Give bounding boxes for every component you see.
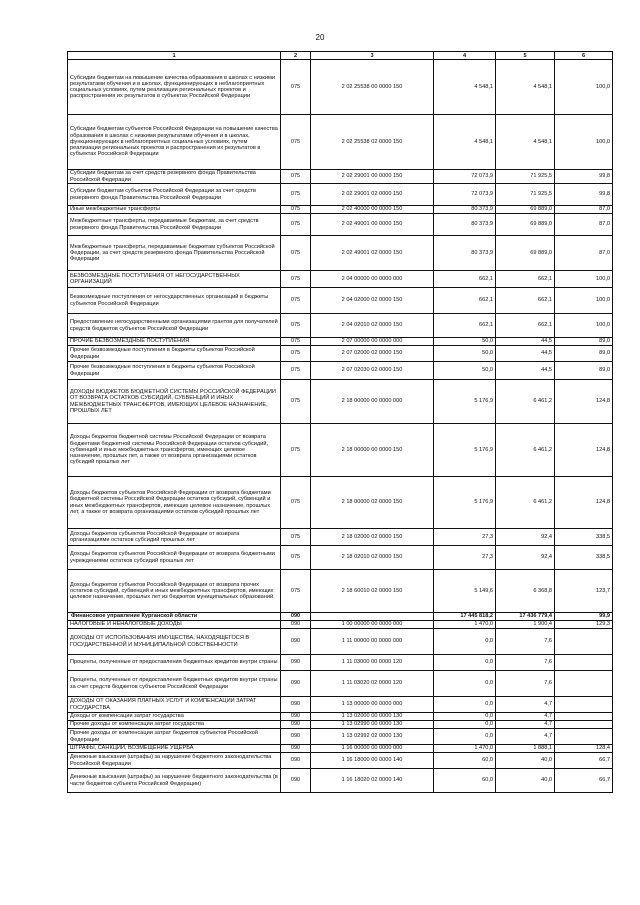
table-row [68, 362, 613, 380]
table-row [68, 214, 613, 236]
table-header-row [68, 52, 613, 60]
row-admin-code-cell: 075 [281, 288, 311, 314]
row-percent-cell: 87,0 [555, 206, 613, 214]
row-percent-cell: 89,0 [555, 362, 613, 380]
row-actual-cell: 7,6 [496, 671, 555, 697]
row-name-cell: Иные межбюджетные трансферты [68, 206, 281, 214]
row-percent-cell: 89,0 [555, 346, 613, 362]
row-name-cell: Прочие безвозмездные поступления в бюджеты субъектов Российской Федерации [68, 362, 281, 380]
row-name-cell: Межбюджетные трансферты, передаваемые бюджетам субъектов Российской Федерации, за счет средств резервного фонда Правительства Российской Федерации [68, 236, 281, 271]
row-plan-cell: 662,1 [434, 271, 496, 288]
row-actual-cell: 4 548,1 [496, 60, 555, 115]
row-name-cell: Субсидии бюджетам за счет средств резервного фонда Правительства Российской Федерации [68, 170, 281, 184]
row-budget-code-cell: 1 11 00000 00 0000 000 [311, 629, 434, 655]
row-percent-cell: 99,8 [555, 170, 613, 184]
table-row [68, 697, 613, 713]
table-row [68, 338, 613, 346]
row-percent-cell [555, 671, 613, 697]
row-admin-code-cell: 075 [281, 115, 311, 170]
row-admin-code-cell: 090 [281, 697, 311, 713]
row-budget-code-cell: 1 00 00000 00 0000 000 [311, 621, 434, 629]
table-row [68, 713, 613, 721]
table-row [68, 271, 613, 288]
row-name-cell: Субсидии бюджетам субъектов Российской Федерации за счет средств резервного фонда Правительства Российской Федерации [68, 184, 281, 206]
row-name-cell: НАЛОГОВЫЕ И НЕНАЛОГОВЫЕ ДОХОДЫ [68, 621, 281, 629]
row-percent-cell: 124,8 [555, 477, 613, 529]
row-actual-cell: 662,1 [496, 271, 555, 288]
row-percent-cell: 87,0 [555, 236, 613, 271]
row-budget-code-cell: 1 11 03000 00 0000 120 [311, 655, 434, 671]
row-name-cell: Доходы бюджетов субъектов Российской Федерации от возврата бюджетными учреждениями остатков субсидий прошлых лет [68, 546, 281, 570]
row-percent-cell: 128,4 [555, 745, 613, 753]
row-admin-code-cell: 075 [281, 477, 311, 529]
table-row [68, 570, 613, 613]
row-admin-code-cell: 090 [281, 769, 311, 793]
row-budget-code-cell: 2 02 25538 00 0000 150 [311, 60, 434, 115]
table-row [68, 613, 613, 621]
row-plan-cell: 50,0 [434, 346, 496, 362]
row-admin-code-cell: 090 [281, 721, 311, 729]
table-row [68, 655, 613, 671]
row-admin-code-cell: 090 [281, 745, 311, 753]
row-admin-code-cell: 075 [281, 570, 311, 613]
row-name-cell: ШТРАФЫ, САНКЦИИ, ВОЗМЕЩЕНИЕ УЩЕРБА [68, 745, 281, 753]
row-actual-cell: 4 548,1 [496, 115, 555, 170]
row-percent-cell: 124,8 [555, 424, 613, 477]
row-budget-code-cell: 2 02 25538 02 0000 150 [311, 115, 434, 170]
row-plan-cell: 80 373,9 [434, 236, 496, 271]
row-budget-code-cell: 2 04 02000 02 0000 150 [311, 288, 434, 314]
row-percent-cell: 99,8 [555, 184, 613, 206]
row-budget-code-cell: 1 13 02990 00 0000 130 [311, 721, 434, 729]
row-name-cell: Прочие доходы от компенсации затрат бюджетов субъектов Российской Федерации [68, 729, 281, 745]
row-actual-cell: 4,7 [496, 729, 555, 745]
row-admin-code-cell: 075 [281, 546, 311, 570]
table-row [68, 346, 613, 362]
row-name-cell: Межбюджетные трансферты, передаваемые бюджетам, за счет средств резервного фонда Правительства Российской Федерации [68, 214, 281, 236]
row-plan-cell: 5 149,6 [434, 570, 496, 613]
row-actual-cell: 44,5 [496, 338, 555, 346]
column-header: 4 [434, 52, 496, 60]
row-budget-code-cell: 1 16 18000 00 0000 140 [311, 753, 434, 769]
row-name-cell: Предоставление негосударственными организациями грантов для получателей средств бюджетов субъектов Российской Федерации [68, 314, 281, 338]
table-row [68, 170, 613, 184]
row-admin-code-cell: 075 [281, 424, 311, 477]
row-admin-code-cell: 090 [281, 629, 311, 655]
row-plan-cell: 27,3 [434, 546, 496, 570]
row-name-cell: Субсидии бюджетам на повышение качества образования в школах с низкими результатами обучения и в школах, функционирующих в неблагоприятных социальных условиях, путем реализации региональных проектов и распространения их результатов в субъектах Российской Федерации [68, 60, 281, 115]
row-plan-cell: 662,1 [434, 288, 496, 314]
row-plan-cell: 60,0 [434, 753, 496, 769]
table-row [68, 380, 613, 424]
row-name-cell: Проценты, полученные от предоставления бюджетных кредитов внутри страны [68, 655, 281, 671]
row-budget-code-cell: 2 18 00000 00 0000 150 [311, 424, 434, 477]
table-row [68, 745, 613, 753]
row-actual-cell: 6 368,8 [496, 570, 555, 613]
table-row [68, 671, 613, 697]
row-admin-code-cell: 090 [281, 655, 311, 671]
row-actual-cell: 1 888,1 [496, 745, 555, 753]
row-actual-cell: 7,6 [496, 655, 555, 671]
row-actual-cell: 69 889,0 [496, 206, 555, 214]
table-row [68, 753, 613, 769]
row-plan-cell: 80 373,9 [434, 214, 496, 236]
row-name-cell: Субсидии бюджетам субъектов Российской Федерации на повышение качества образования в школах с низкими результатами обучения и в школах, функционирующих в неблагоприятных социальных условиях, путем реализации региональных проектов и распространения их результатов в субъектах Российской Федерации [68, 115, 281, 170]
row-budget-code-cell: 2 07 02030 02 0000 150 [311, 362, 434, 380]
row-admin-code-cell: 075 [281, 60, 311, 115]
revenue-table [67, 51, 613, 793]
row-name-cell: Проценты, полученные от предоставления бюджетных кредитов внутри страны за счет средств бюджетов субъектов Российской Федерации [68, 671, 281, 697]
row-name-cell: ПРОЧИЕ БЕЗВОЗМЕЗДНЫЕ ПОСТУПЛЕНИЯ [68, 338, 281, 346]
row-percent-cell: 100,0 [555, 271, 613, 288]
row-budget-code-cell: 1 11 03020 02 0000 120 [311, 671, 434, 697]
row-budget-code-cell: 2 02 49001 02 0000 150 [311, 236, 434, 271]
row-plan-cell: 5 176,9 [434, 477, 496, 529]
row-actual-cell: 92,4 [496, 529, 555, 546]
table-body [68, 60, 613, 793]
row-actual-cell: 6 461,2 [496, 380, 555, 424]
row-percent-cell: 338,5 [555, 529, 613, 546]
table-row [68, 721, 613, 729]
row-budget-code-cell: 2 18 00000 00 0000 000 [311, 380, 434, 424]
row-budget-code-cell: 1 16 00000 00 0000 000 [311, 745, 434, 753]
table-row [68, 424, 613, 477]
column-header: 2 [281, 52, 311, 60]
row-actual-cell: 69 889,0 [496, 236, 555, 271]
row-actual-cell: 6 461,2 [496, 424, 555, 477]
table-row [68, 729, 613, 745]
table-row [68, 60, 613, 115]
table-row [68, 546, 613, 570]
row-admin-code-cell: 075 [281, 362, 311, 380]
table-row [68, 629, 613, 655]
table-row [68, 236, 613, 271]
column-header: 5 [496, 52, 555, 60]
row-actual-cell: 44,5 [496, 362, 555, 380]
row-plan-cell: 60,0 [434, 769, 496, 793]
row-admin-code-cell: 075 [281, 271, 311, 288]
row-percent-cell [555, 697, 613, 713]
row-actual-cell: 1 900,4 [496, 621, 555, 629]
row-actual-cell: 71 925,5 [496, 170, 555, 184]
row-admin-code-cell: 090 [281, 713, 311, 721]
row-plan-cell: 72 073,9 [434, 184, 496, 206]
row-percent-cell: 89,0 [555, 338, 613, 346]
row-percent-cell [555, 655, 613, 671]
row-budget-code-cell: 1 13 02992 02 0000 130 [311, 729, 434, 745]
row-percent-cell: 99,9 [555, 613, 613, 621]
row-admin-code-cell: 075 [281, 214, 311, 236]
row-plan-cell: 5 176,9 [434, 380, 496, 424]
row-plan-cell: 0,0 [434, 655, 496, 671]
row-actual-cell: 92,4 [496, 546, 555, 570]
row-budget-code-cell [311, 613, 434, 621]
row-admin-code-cell: 090 [281, 729, 311, 745]
table-row [68, 184, 613, 206]
row-budget-code-cell: 2 18 00000 02 0000 150 [311, 477, 434, 529]
row-admin-code-cell: 075 [281, 314, 311, 338]
row-budget-code-cell: 2 02 29001 02 0000 150 [311, 184, 434, 206]
table-row [68, 206, 613, 214]
row-plan-cell: 1 470,0 [434, 745, 496, 753]
page-number: 20 [315, 33, 325, 42]
row-actual-cell: 4,7 [496, 697, 555, 713]
row-admin-code-cell: 075 [281, 380, 311, 424]
row-name-cell: Доходы бюджетов субъектов Российской Федерации от возврата прочих остатков субсидий, субвенций и иных межбюджетных трансфертов, имеющих целевое назначение, прошлых лет из бюджетов муниципальных образований [68, 570, 281, 613]
row-plan-cell: 72 073,9 [434, 170, 496, 184]
row-percent-cell: 129,3 [555, 621, 613, 629]
row-actual-cell: 44,5 [496, 346, 555, 362]
table-row [68, 529, 613, 546]
row-plan-cell: 4 548,1 [434, 115, 496, 170]
row-admin-code-cell: 090 [281, 671, 311, 697]
row-percent-cell: 66,7 [555, 753, 613, 769]
row-admin-code-cell: 075 [281, 338, 311, 346]
row-actual-cell: 6 461,2 [496, 477, 555, 529]
row-admin-code-cell: 090 [281, 753, 311, 769]
row-budget-code-cell: 2 18 02000 02 0000 150 [311, 529, 434, 546]
row-name-cell: Прочие доходы от компенсации затрат государства [68, 721, 281, 729]
row-budget-code-cell: 1 13 00000 00 0000 000 [311, 697, 434, 713]
row-name-cell: Прочие безвозмездные поступления в бюджеты субъектов Российской Федерации [68, 346, 281, 362]
row-budget-code-cell: 1 13 02000 00 0000 130 [311, 713, 434, 721]
row-budget-code-cell: 2 18 02010 02 0000 150 [311, 546, 434, 570]
row-percent-cell [555, 721, 613, 729]
row-percent-cell: 100,0 [555, 314, 613, 338]
row-name-cell: Финансовое управление Курганской области [68, 613, 281, 621]
row-budget-code-cell: 2 18 60010 02 0000 150 [311, 570, 434, 613]
table-row [68, 477, 613, 529]
row-actual-cell: 71 925,5 [496, 184, 555, 206]
row-actual-cell: 40,0 [496, 753, 555, 769]
row-plan-cell: 17 445 818,2 [434, 613, 496, 621]
row-actual-cell: 17 436 779,4 [496, 613, 555, 621]
row-plan-cell: 662,1 [434, 314, 496, 338]
row-actual-cell: 69 889,0 [496, 214, 555, 236]
table-row [68, 769, 613, 793]
row-budget-code-cell: 2 07 00000 00 0000 000 [311, 338, 434, 346]
row-percent-cell: 87,0 [555, 214, 613, 236]
row-admin-code-cell: 075 [281, 206, 311, 214]
row-actual-cell: 40,0 [496, 769, 555, 793]
row-admin-code-cell: 075 [281, 236, 311, 271]
row-percent-cell [555, 729, 613, 745]
row-name-cell: ДОХОДЫ ОТ ОКАЗАНИЯ ПЛАТНЫХ УСЛУГ И КОМПЕНСАЦИИ ЗАТРАТ ГОСУДАРСТВА [68, 697, 281, 713]
row-name-cell: Доходы бюджетов бюджетной системы Российской Федерации от возврата бюджетами бюджетной системы Российской Федерации остатков субсидий, субвенций и иных межбюджетных трансфертов, имеющих целевое назначение, прошлых лет, а также от возврата организациями остатков субсидий прошлых лет [68, 424, 281, 477]
row-admin-code-cell: 090 [281, 613, 311, 621]
row-actual-cell: 4,7 [496, 713, 555, 721]
table-row [68, 621, 613, 629]
table-row [68, 288, 613, 314]
row-name-cell: ДОХОДЫ ОТ ИСПОЛЬЗОВАНИЯ ИМУЩЕСТВА, НАХОДЯЩЕГОСЯ В ГОСУДАРСТВЕННОЙ И МУНИЦИПАЛЬНОЙ СОБСТВЕННОСТИ [68, 629, 281, 655]
table-row [68, 314, 613, 338]
row-budget-code-cell: 2 04 00000 00 0000 000 [311, 271, 434, 288]
row-name-cell: Безвозмездные поступления от негосударственных организаций в бюджеты субъектов Российской Федерации [68, 288, 281, 314]
row-plan-cell: 0,0 [434, 729, 496, 745]
row-name-cell: Доходы бюджетов субъектов Российской Федерации от возврата бюджетами бюджетной системы Российской Федерации остатков субсидий, субвенций и иных межбюджетных трансфертов, имеющих целевое назначение, прошлых лет, а также от возврата организациями остатков субсидий прошлых лет [68, 477, 281, 529]
row-percent-cell: 100,0 [555, 288, 613, 314]
row-actual-cell: 7,6 [496, 629, 555, 655]
row-percent-cell: 123,7 [555, 570, 613, 613]
row-plan-cell: 0,0 [434, 713, 496, 721]
row-percent-cell: 100,0 [555, 60, 613, 115]
row-name-cell: Доходы от компенсации затрат государства [68, 713, 281, 721]
row-admin-code-cell: 075 [281, 346, 311, 362]
row-actual-cell: 662,1 [496, 288, 555, 314]
row-name-cell: Денежные взыскания (штрафы) за нарушение бюджетного законодательства (в части бюджетов субъекта Российской Федерации) [68, 769, 281, 793]
row-budget-code-cell: 2 04 02010 02 0000 150 [311, 314, 434, 338]
row-percent-cell: 66,7 [555, 769, 613, 793]
row-name-cell: Доходы бюджетов субъектов Российской Федерации от возврата организациями остатков субсидий прошлых лет [68, 529, 281, 546]
row-budget-code-cell: 2 07 02000 02 0000 150 [311, 346, 434, 362]
row-name-cell: ДОХОДЫ БЮДЖЕТОВ БЮДЖЕТНОЙ СИСТЕМЫ РОССИЙСКОЙ ФЕДЕРАЦИИ ОТ ВОЗВРАТА ОСТАТКОВ СУБСИДИЙ, СУБВЕНЦИЙ И ИНЫХ МЕЖБЮДЖЕТНЫХ ТРАНСФЕРТОВ, ИМЕЮЩИХ ЦЕЛЕВОЕ НАЗНАЧЕНИЕ, ПРОШЛЫХ ЛЕТ [68, 380, 281, 424]
row-budget-code-cell: 1 16 18020 02 0000 140 [311, 769, 434, 793]
row-plan-cell: 50,0 [434, 362, 496, 380]
row-plan-cell: 0,0 [434, 671, 496, 697]
row-budget-code-cell: 2 02 29001 00 0000 150 [311, 170, 434, 184]
row-plan-cell: 50,0 [434, 338, 496, 346]
row-admin-code-cell: 075 [281, 529, 311, 546]
row-admin-code-cell: 075 [281, 170, 311, 184]
row-budget-code-cell: 2 02 49001 00 0000 150 [311, 214, 434, 236]
row-actual-cell: 662,1 [496, 314, 555, 338]
column-header: 6 [555, 52, 613, 60]
row-percent-cell [555, 629, 613, 655]
row-percent-cell [555, 713, 613, 721]
row-plan-cell: 27,3 [434, 529, 496, 546]
column-header: 1 [68, 52, 281, 60]
row-budget-code-cell: 2 02 40000 00 0000 150 [311, 206, 434, 214]
row-name-cell: Денежные взыскания (штрафы) за нарушение бюджетного законодательства Российской Федерации [68, 753, 281, 769]
row-plan-cell: 1 470,0 [434, 621, 496, 629]
row-percent-cell: 338,5 [555, 546, 613, 570]
row-plan-cell: 0,0 [434, 721, 496, 729]
row-plan-cell: 0,0 [434, 629, 496, 655]
row-plan-cell: 5 176,9 [434, 424, 496, 477]
row-percent-cell: 100,0 [555, 115, 613, 170]
row-admin-code-cell: 090 [281, 621, 311, 629]
row-percent-cell: 124,8 [555, 380, 613, 424]
row-plan-cell: 4 548,1 [434, 60, 496, 115]
column-header: 3 [311, 52, 434, 60]
row-name-cell: БЕЗВОЗМЕЗДНЫЕ ПОСТУПЛЕНИЯ ОТ НЕГОСУДАРСТВЕННЫХ ОРГАНИЗАЦИЙ [68, 271, 281, 288]
table-row [68, 115, 613, 170]
row-actual-cell: 4,7 [496, 721, 555, 729]
row-plan-cell: 0,0 [434, 697, 496, 713]
row-plan-cell: 80 373,9 [434, 206, 496, 214]
row-admin-code-cell: 075 [281, 184, 311, 206]
